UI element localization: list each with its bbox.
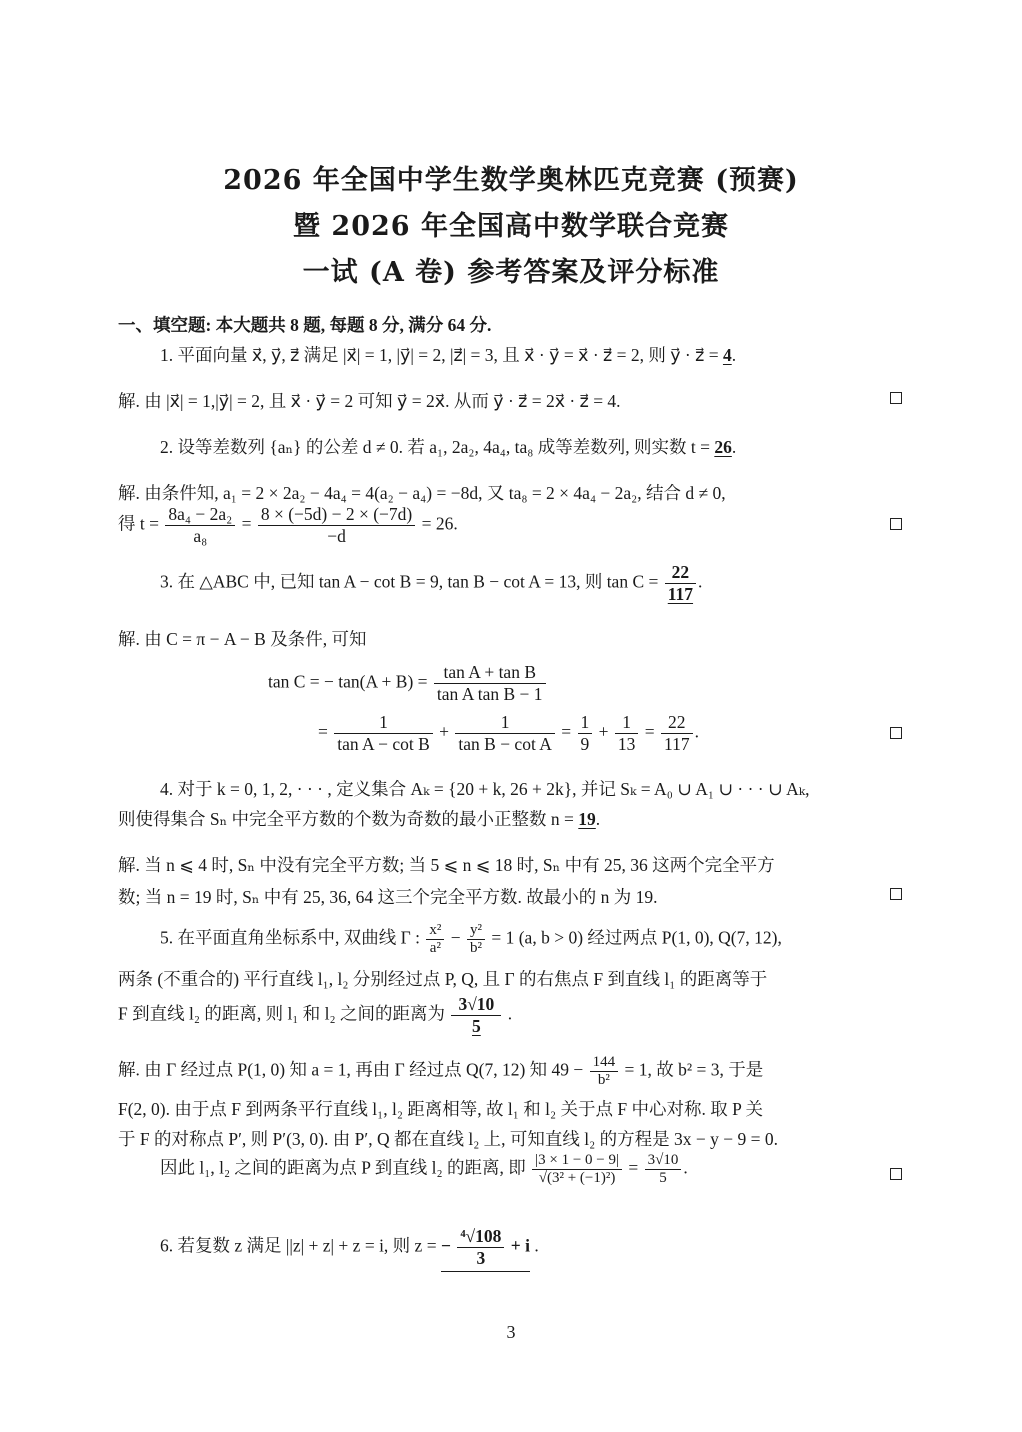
problem-4-text: 则使得集合 Sₙ 中完全平方数的个数为奇数的最小正整数 n = [118,809,579,829]
eq-2-d1: tan A − cot B [334,733,433,755]
problem-2-answer: 26 [714,437,732,457]
eq-2-n3: 1 [580,712,590,732]
dist-num: |3 × 1 − 0 − 9| [535,1152,619,1168]
problem-5-text-a: 5. 在平面直角坐标系中, 双曲线 Γ : [160,927,420,948]
problem-1 [160,342,736,367]
problem-6-text: 6. 若复数 z 满足 ||z| + z| + z = i, 则 z = [160,1235,437,1256]
solution-2-prefix: 得 t = [118,513,159,534]
hyperbola-y-frac [467,922,485,957]
fraction-2-num: 8 × (−5d) − 2 × (−7d) [260,504,413,524]
answer-5-den: 5 [451,1015,501,1037]
solution-5-line-2: F(2, 0). 由于点 F 到两条平行直线 l₁, l₂ 距离相等, 故 l₁ 和 l₂ 关于点 F 中心对称. 取 P 关 [118,1099,764,1119]
hx-den: a² [426,939,444,957]
problem-3 [160,562,702,605]
solution-1: 解. 由 |x⃗| = 1,|y⃗| = 2, 且 x⃗ · y⃗ = 2 可知 y⃗ = 2x⃗. 从而 y⃗ · z⃗ = 2x⃗ · z⃗ = 4. [118,391,621,411]
answer-6-num: ⁴√108 [460,1226,502,1246]
problem-5-line-3 [118,994,512,1037]
solution-3-eq-2: = $\frac{1}{\text{tan A − cot B}}$ + $\frac{1}{\text{tan B − cot A}}$ = $\frac{1}{9}$ + $\frac{1}{13}$ = $\frac{22}{117}$ . [318,712,699,754]
eq-2-n1: 1 [379,712,388,732]
section-heading: 一、填空题: 本大题共 8 题, 每题 8 分, 满分 64 分. [118,315,492,335]
problem-5-line-2: 两条 (不重合的) 平行直线 l₁, l₂ 分别经过点 P, Q, 且 Γ 的右焦点 F 到直线 l₁ 的距离等于 [118,969,768,989]
fraction-1-num: 8a₄ − 2a₂ [168,504,233,524]
problem-3-answer [665,562,696,605]
hx-num: x² [429,922,442,938]
qed-3 [890,727,902,739]
eq-2-d2: tan B − cot A [455,733,554,755]
answer-5-num: 3√10 [458,994,495,1014]
distance-result-frac [645,1152,682,1187]
solution-3-eq-1 [268,662,548,705]
eq-2-frac-5 [661,712,693,755]
problem-3-text: 3. 在 △ABC 中, 已知 tan A − cot B = 9, tan B − cot A = 13, 则 tan C = [160,571,659,592]
sol5-num: 144 [592,1054,616,1070]
problem-3-end: . [698,571,703,592]
fraction-2 [258,504,415,547]
problem-5-line-1 [160,922,782,957]
problem-2-end: . [731,437,737,457]
problem-5-text-b: = 1 (a, b > 0) 经过两点 P(1, 0), Q(7, 12), [491,927,782,948]
eq-1-den: tan A tan B − 1 [434,683,546,705]
sol5-den: b² [590,1071,619,1089]
solution-5-line-4 [160,1152,688,1187]
eq-2-d3: 9 [578,733,593,755]
answer-6-tail: + i [510,1235,531,1256]
equals: = [241,513,252,534]
problem-5-answer [451,994,501,1037]
solution-3-line-1: 解. 由 C = π − A − B 及条件, 可知 [118,629,367,649]
problem-6 [160,1226,539,1272]
problem-5-end: . [507,1003,513,1024]
fraction-1 [165,504,235,547]
solution-5-frac [590,1054,619,1089]
solution-5-line-3: 于 F 的对称点 P′, 则 P′(3, 0). 由 P′, Q 都在直线 l₂ 上, 可知直线 l₂ 的方程是 3x − y − 9 = 0. [118,1129,778,1149]
eq-2-d5: 117 [661,733,693,755]
solution-5-text-c: 因此 l₁, l₂ 之间的距离为点 P 到直线 l₂ 的距离, 即 [160,1157,526,1178]
hyperbola-x-frac [426,922,444,957]
solution-2-line-1: 解. 由条件知, a₁ = 2 × 2a₂ − 4a₄ = 4(a₂ − a₄) = −8d, 又 ta₈ = 2 × 4a₄ − 2a₂, 结合 d ≠ 0, [118,483,726,503]
answer-6-sign: − [440,1235,451,1256]
problem-6-end: . [534,1235,539,1256]
eq-2-frac-1 [334,712,433,755]
dist-den: √(3² + (−1)²) [532,1169,622,1187]
eq-2-n5: 22 [668,712,686,732]
eq-2-frac-2 [455,712,554,755]
solution-2-suffix: = 26. [421,513,458,534]
solution-5-line-1 [118,1054,763,1089]
problem-2 [160,434,736,459]
problem-4-answer: 19 [578,809,596,829]
eq-2-end: . [694,721,699,742]
eq-2-n2: 1 [500,712,510,732]
plus-1: + [439,721,450,742]
solution-5-end: . [683,1157,688,1178]
solution-4-line-2: 数; 当 n = 19 时, Sₙ 中有 25, 36, 64 这三个完全平方数. 故最小的 n 为 19. [118,887,658,907]
hy-num: y² [469,922,482,938]
eq-1-left: tan C = − tan(A + B) = [268,671,428,692]
problem-1-end: . [731,345,737,365]
title-line-3: 一试 (A 卷) 参考答案及评分标准 [302,257,720,288]
eq-2-n4: 1 [622,712,631,732]
fraction-1-den: a₈ [165,525,235,547]
distance-frac [532,1152,622,1187]
problem-2-text: 2. 设等差数列 {aₙ} 的公差 d ≠ 0. 若 a₁, 2a₂, 4a₄, ta₈ 成等差数列, 则实数 t = [160,437,715,457]
eq-2-frac-3 [578,712,593,755]
dist-res-den: 5 [645,1169,682,1187]
problem-4-end: . [595,809,601,829]
problem-4-line-2 [118,806,600,831]
answer-3-den: 117 [665,583,696,605]
eq-2-equals: = [318,721,328,742]
fraction-2-den: −d [258,525,415,547]
answer-3-num: 22 [671,562,690,582]
problem-6-answer [441,1226,530,1272]
solution-5-text-b: = 1, 故 b² = 3, 于是 [624,1059,764,1080]
solution-4-line-1: 解. 当 n ⩽ 4 时, Sₙ 中没有完全平方数; 当 5 ⩽ n ⩽ 18 时, Sₙ 中有 25, 36 这两个完全平方 [118,855,775,875]
qed-1 [890,392,902,404]
problem-1-answer: 4 [722,345,732,365]
problem-4-line-1: 4. 对于 k = 0, 1, 2, · · · , 定义集合 Aₖ = {20 + k, 26 + 2k}, 并记 Sₖ = A₀ ∪ A₁ ∪ · · · ∪ Aₖ, [160,779,810,799]
minus: − [450,927,461,948]
solution-5-text-a: 解. 由 Γ 经过点 P(1, 0) 知 a = 1, 再由 Γ 经过点 Q(7, 12) 知 49 − [118,1059,584,1080]
qed-4 [890,888,902,900]
page-number: 3 [506,1322,516,1342]
eq-1-num: tan A + tan B [443,662,536,682]
eq-2-d4: 13 [615,733,639,755]
eq-2-frac-4 [615,712,639,755]
dist-res-num: 3√10 [647,1152,679,1168]
qed-2 [890,518,902,530]
solution-2-line-2 [118,504,458,547]
problem-5-text-c: F 到直线 l₂ 的距离, 则 l₁ 和 l₂ 之间的距离为 [118,1003,445,1024]
qed-5 [890,1168,902,1180]
answer-6-frac [457,1226,504,1269]
problem-1-text: 1. 平面向量 x⃗, y⃗, z⃗ 满足 |x⃗| = 1, |y⃗| = 2, |z⃗| = 3, 且 x⃗ · y⃗ = x⃗ · z⃗ = 2, 则 y⃗ · z⃗ = [160,345,723,365]
title-line-1: 2026 年全国中学生数学奥林匹克竞赛 (预赛) [223,165,799,196]
title-line-2: 暨 2026 年全国高中数学联合竞赛 [293,211,729,242]
hy-den: b² [467,939,485,957]
eq-1-frac [434,662,546,705]
answer-6-den: 3 [457,1247,504,1269]
equals-dist: = [628,1157,639,1178]
